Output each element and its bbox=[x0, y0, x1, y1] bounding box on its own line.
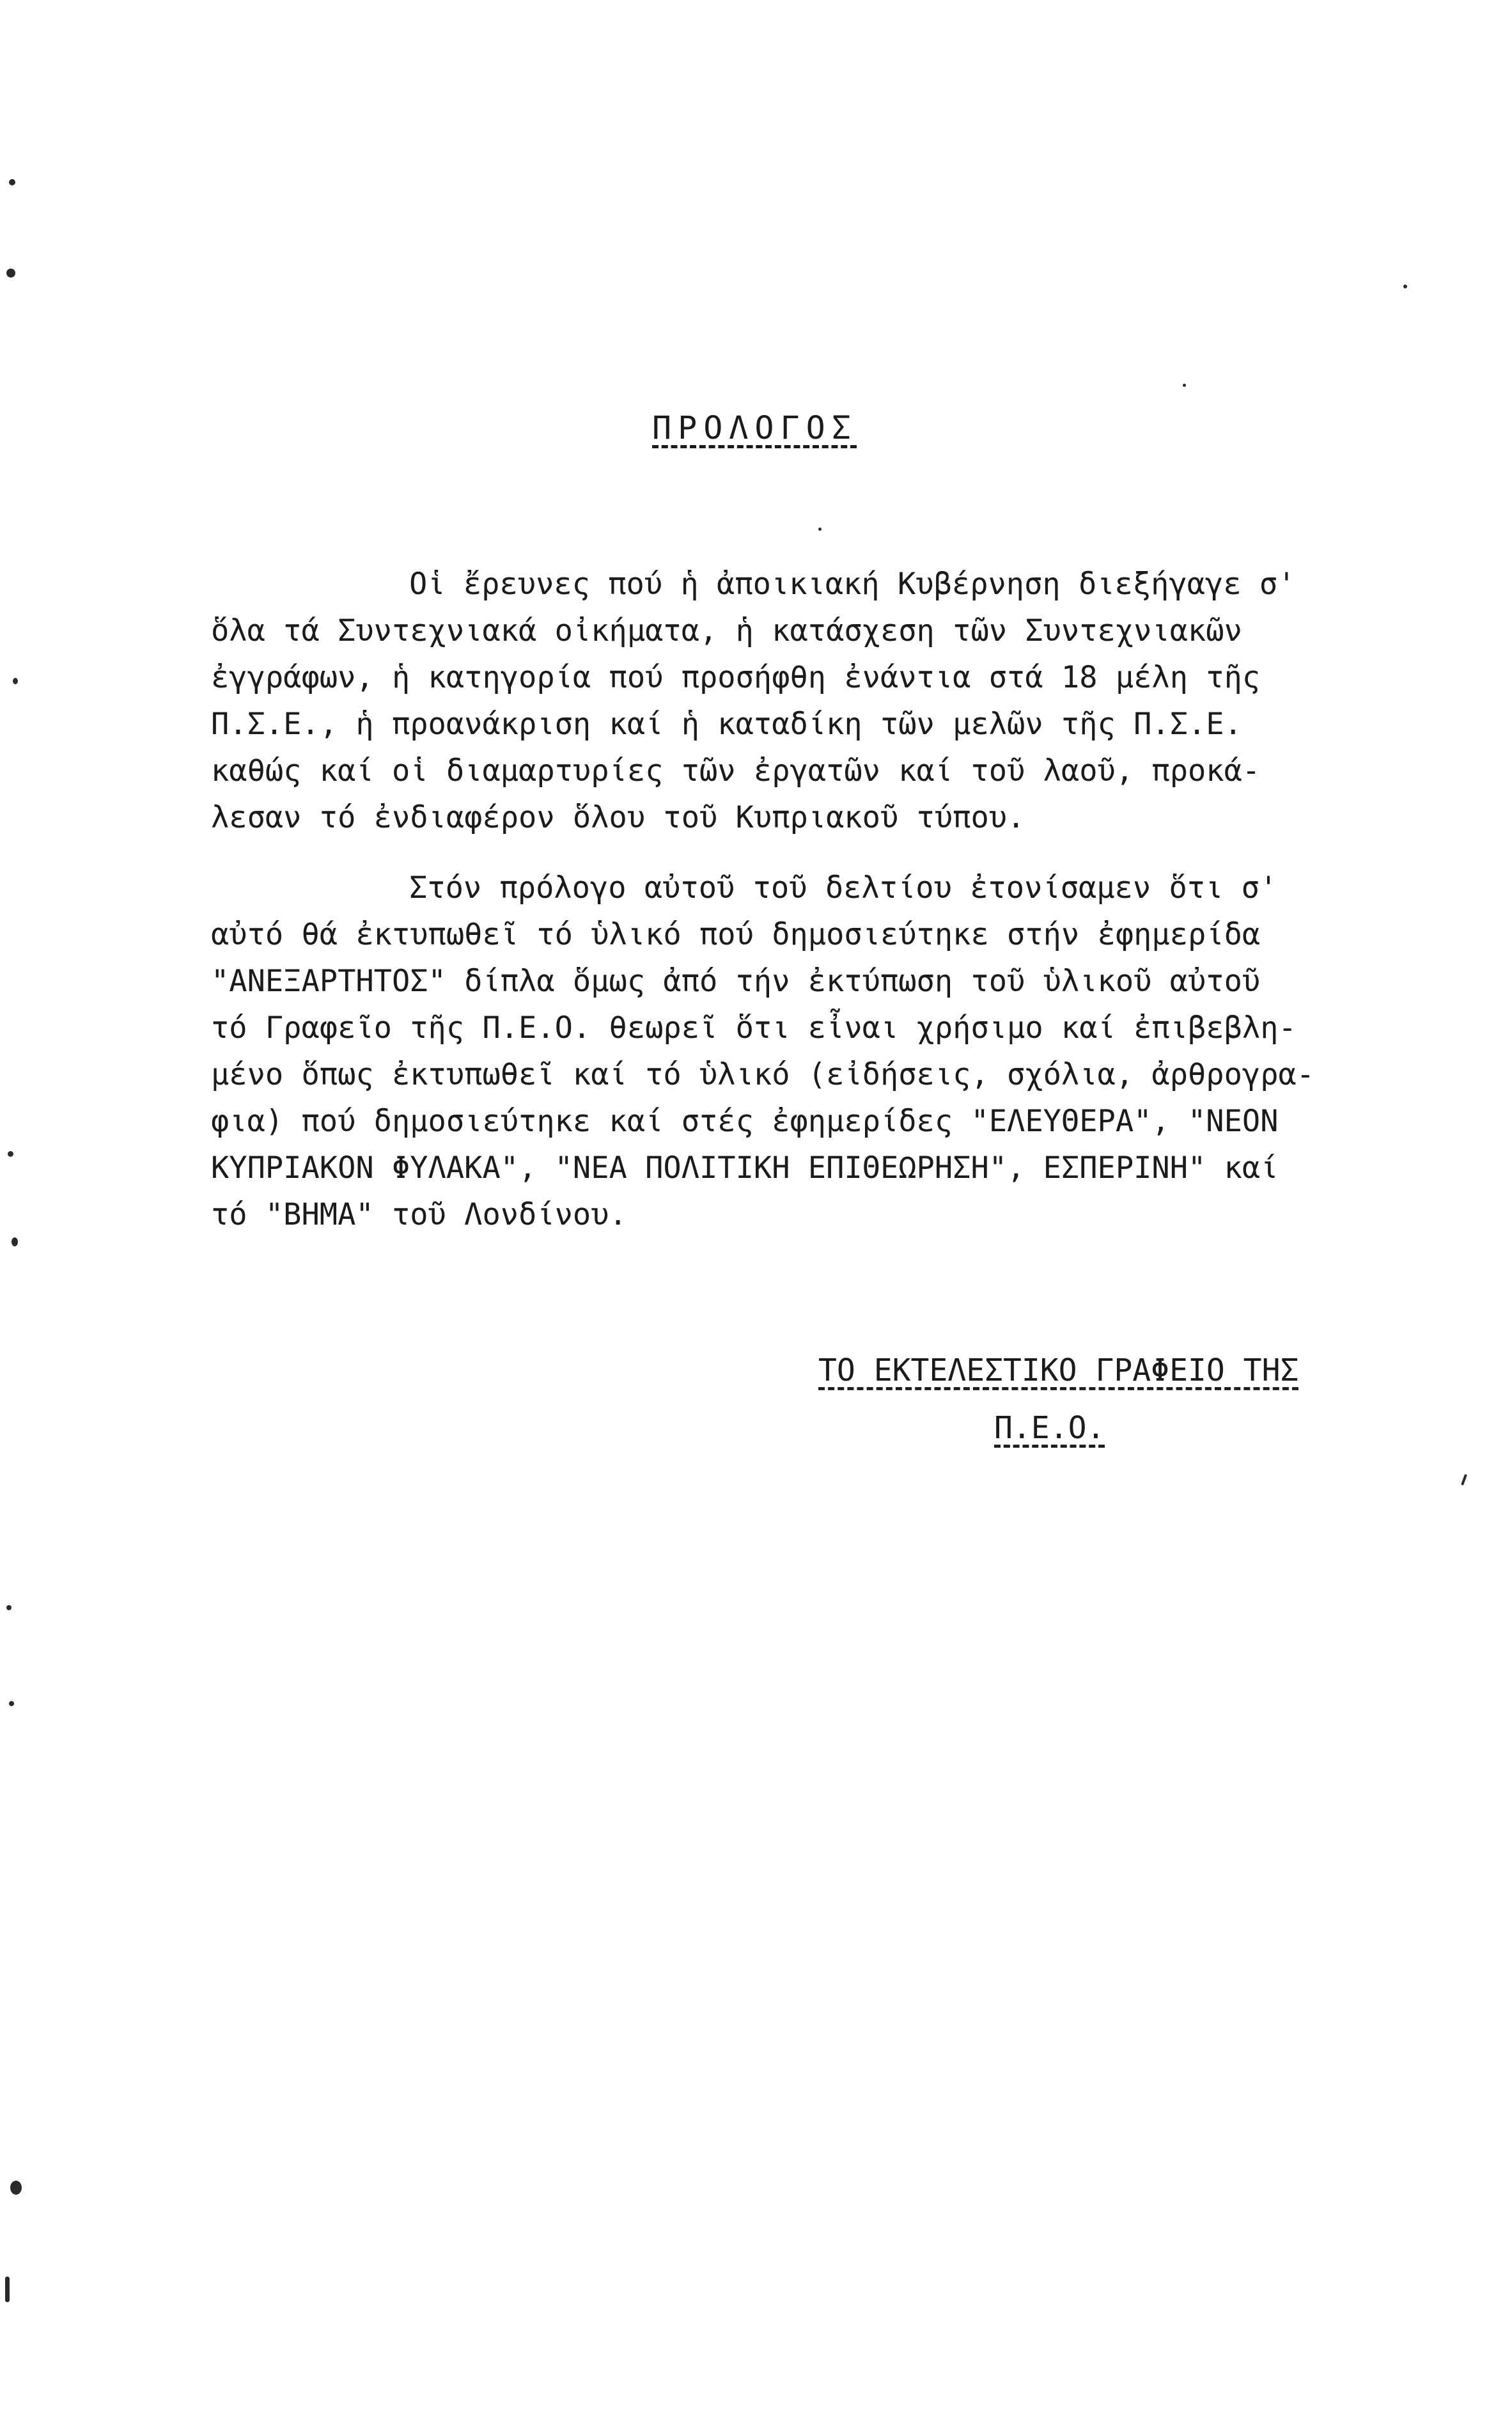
scan-speck bbox=[1403, 285, 1407, 288]
paragraph1-line: ἐγγράφων, ἡ κατηγορία πού προσήφθη ἐνάντια στά 18 μέλη τῆς bbox=[211, 660, 1261, 695]
scan-speck bbox=[13, 678, 18, 684]
scan-speck bbox=[9, 179, 15, 185]
paragraph2-line: τό "ΒΗΜΑ" τοῦ Λονδίνου. bbox=[211, 1197, 627, 1232]
scan-speck bbox=[8, 1151, 13, 1157]
paragraph2-line: "ΑΝΕΞΑΡΤΗΤΟΣ" δίπλα ὅμως ἀπό τήν ἐκτύπωση τοῦ ὑλικοῦ αὐτοῦ bbox=[211, 964, 1261, 999]
scan-speck bbox=[818, 528, 822, 531]
scan-speck bbox=[1183, 384, 1186, 387]
paragraph1-line: καθώς καί οἱ διαμαρτυρίες τῶν ἐργατῶν καί τοῦ λαοῦ, προκά- bbox=[211, 753, 1261, 788]
paragraph2-line: ΚΥΠΡΙΑΚΟΝ ΦΥΛΑΚΑ", "ΝΕΑ ΠΟΛΙΤΙΚΗ ΕΠΙΘΕΩΡΗΣΗ", ΕΣΠΕΡΙΝΗ" καί bbox=[211, 1150, 1279, 1186]
scan-speck bbox=[6, 1605, 12, 1610]
signature-org-line: Π.Ε.Ο. bbox=[994, 1410, 1105, 1446]
scan-speck bbox=[5, 2277, 10, 2302]
paragraph2-line: τό Γραφεῖο τῆς Π.Ε.Ο. θεωρεῖ ὅτι εἶναι χρήσιμο καί ἐπιβεβλη- bbox=[211, 1010, 1297, 1046]
paragraph1-line: ὅλα τά Συντεχνιακά οἰκήματα, ἡ κατάσχεση τῶν Συντεχνιακῶν bbox=[211, 613, 1242, 648]
scan-speck bbox=[9, 1701, 14, 1706]
paragraph2-line: φια) πού δημοσιεύτηκε καί στές ἐφημερίδες "ΕΛΕΥΘΕΡΑ", "ΝΕΟΝ bbox=[211, 1104, 1279, 1139]
paragraph1-line: λεσαν τό ἐνδιαφέρον ὅλου τοῦ Κυπριακοῦ τύπου. bbox=[211, 800, 1025, 835]
paragraph1-line: Π.Σ.Ε., ἡ προανάκριση καί ἡ καταδίκη τῶν μελῶν τῆς Π.Σ.Ε. bbox=[211, 707, 1242, 742]
scan-speck bbox=[12, 1237, 18, 1246]
paragraph1-line: Οἱ ἔρευνες πού ἡ ἀποικιακή Κυβέρνηση διεξήγαγε σ' bbox=[409, 567, 1296, 602]
scan-speck bbox=[1461, 1474, 1467, 1486]
paragraph2-line: Στόν πρόλογο αὐτοῦ τοῦ δελτίου ἐτονίσαμεν ὅτι σ' bbox=[409, 870, 1278, 906]
document-title: ΠΡΟΛΟΓΟΣ bbox=[652, 409, 857, 446]
signature-office-line: ΤΟ ΕΚΤΕΛΕΣΤΙΚΟ ΓΡΑΦΕΙΟ ΤΗΣ bbox=[818, 1353, 1299, 1388]
paragraph2-line: μένο ὅπως ἐκτυπωθεῖ καί τό ὑλικό (εἰδήσεις, σχόλια, ἀρθρογρα- bbox=[211, 1057, 1315, 1092]
scan-speck bbox=[10, 2181, 22, 2195]
scan-speck bbox=[6, 269, 15, 278]
paragraph2-line: αὐτό θά ἐκτυπωθεῖ τό ὑλικό πού δημοσιεύτηκε στήν ἐφημερίδα bbox=[211, 917, 1261, 952]
